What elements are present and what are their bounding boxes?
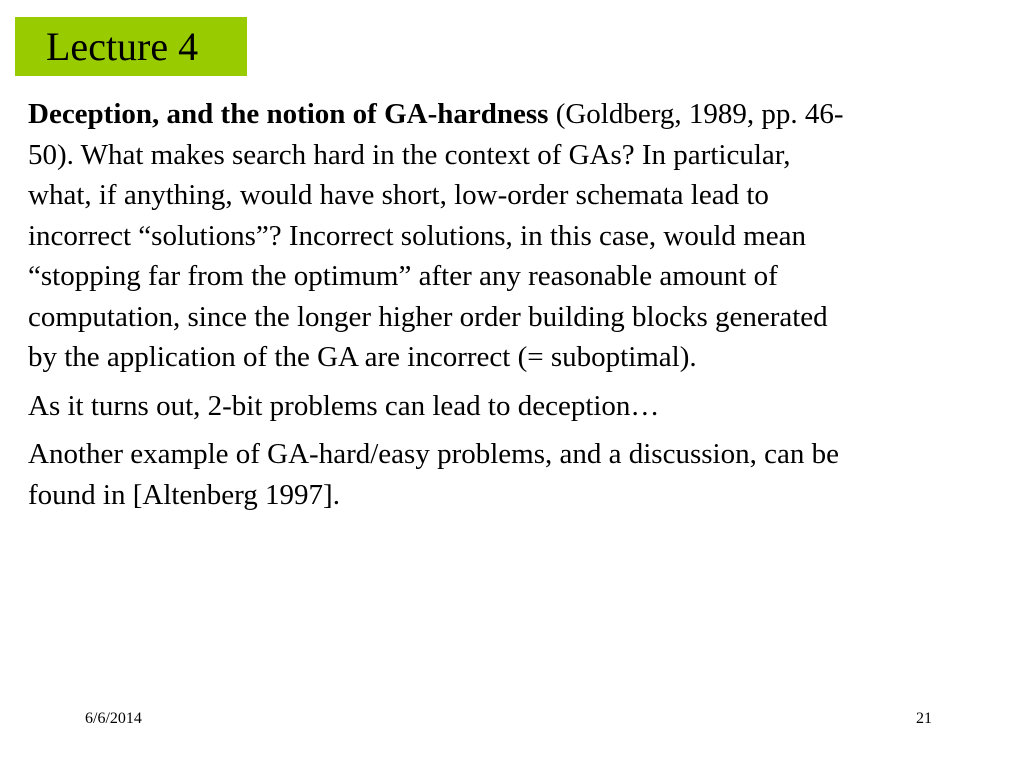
paragraph-deception xyxy=(28,386,992,427)
text-line: incorrect “solutions”? Incorrect solutions, in this case, would mean xyxy=(28,219,806,252)
text-run: (Goldberg, 1989, pp. 46- xyxy=(548,98,844,130)
paragraph-another-example xyxy=(28,434,992,515)
text-line: Another example of GA-hard/easy problems, and a discussion, can be xyxy=(28,438,839,470)
text-line: what, if anything, would have short, low-order schemata lead to xyxy=(28,179,769,211)
slide-title: Lecture 4 xyxy=(46,24,199,69)
paragraph-ga-hardness xyxy=(28,94,992,378)
text-line: As it turns out, 2-bit problems can lead to deception… xyxy=(28,389,660,422)
text-line: 50). What makes search hard in the context of GAs? In particular, xyxy=(28,138,791,171)
text-line: found in [Altenberg 1997]. xyxy=(28,478,340,511)
bold-heading: Deception, and the notion of GA-hardness xyxy=(28,98,549,130)
text-line xyxy=(28,94,992,135)
title-banner xyxy=(15,17,247,76)
page-number: 21 xyxy=(916,710,932,727)
text-line: “stopping far from the optimum” after any reasonable amount of xyxy=(28,260,778,292)
text-line: computation, since the longer higher order building blocks generated xyxy=(28,300,828,333)
slide-body xyxy=(28,94,992,523)
text-line: by the application of the GA are incorrect (= suboptimal). xyxy=(28,341,697,373)
footer-date: 6/6/2014 xyxy=(85,710,142,727)
